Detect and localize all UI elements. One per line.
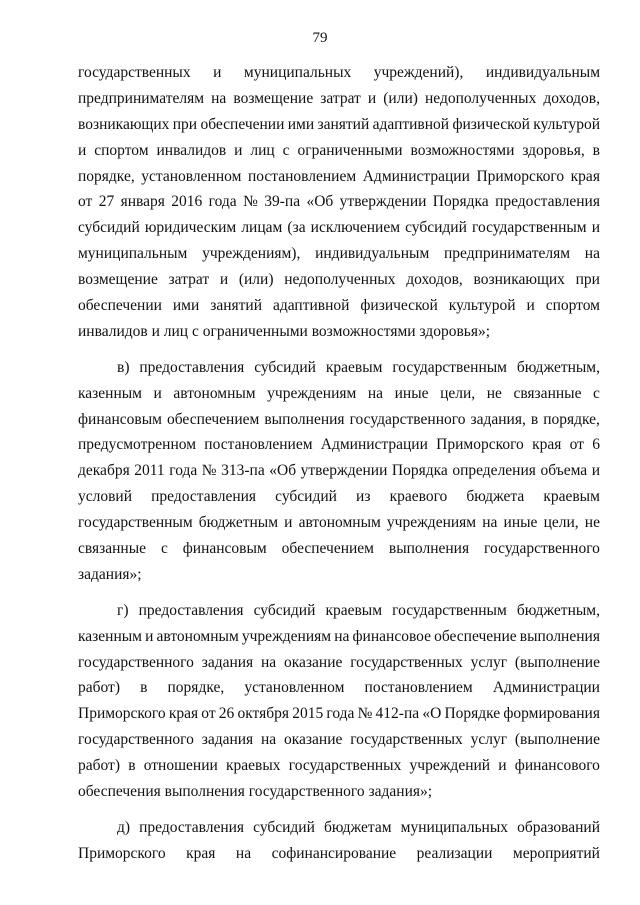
text-line: [78, 381, 600, 407]
word: предусмотренном: [78, 436, 197, 454]
paragraph: [78, 815, 600, 867]
word: с: [282, 141, 290, 159]
word: автономным: [173, 384, 256, 402]
word: края: [186, 844, 216, 862]
word: постановлением: [204, 436, 313, 454]
word: автономным: [298, 514, 381, 532]
word: 27: [98, 193, 115, 211]
word: государственных: [288, 757, 402, 775]
word: порядке,: [167, 679, 225, 697]
word: государственного: [349, 410, 466, 428]
word: с: [191, 322, 203, 340]
word: учреждениям: [267, 384, 357, 402]
word: бюджетным,: [516, 358, 600, 376]
text-line: [78, 815, 600, 841]
word: затрат: [320, 89, 361, 107]
word: в: [128, 757, 136, 775]
text-line: [78, 841, 600, 867]
word: с: [160, 540, 168, 558]
word: в: [530, 410, 539, 428]
word: д): [117, 818, 131, 836]
word: оказание: [283, 653, 343, 671]
word: ими: [172, 297, 200, 315]
word: задания,: [470, 410, 526, 428]
word: на: [235, 844, 252, 862]
word: лиц: [163, 322, 192, 340]
word: «Об: [306, 193, 334, 211]
word: предоставления: [138, 601, 244, 619]
word: бюджетным: [198, 514, 279, 532]
word: иные: [394, 384, 429, 402]
word: образований: [517, 818, 600, 836]
word: Порядка: [432, 193, 489, 211]
word: №: [357, 705, 373, 723]
word: услуг: [470, 731, 508, 749]
word: Приморского: [436, 436, 524, 454]
word: края: [168, 705, 199, 723]
word: определения: [452, 462, 536, 480]
word: порядке,: [543, 410, 600, 428]
word: физической: [452, 115, 530, 133]
word: предоставления: [139, 818, 245, 836]
text-line: [78, 701, 600, 727]
word: установленном: [141, 167, 242, 185]
word: на: [334, 627, 350, 645]
text-line: [78, 407, 600, 433]
word: выполнения: [164, 783, 249, 801]
word: обеспечении: [200, 115, 285, 133]
word: от: [78, 193, 93, 211]
word: возмещение: [233, 89, 314, 107]
word: января: [120, 193, 165, 211]
word: занятий: [317, 115, 370, 133]
word: связанные: [78, 540, 147, 558]
word: занятий: [210, 297, 263, 315]
word: финансовым: [78, 410, 162, 428]
word: Администрации: [362, 167, 470, 185]
word: предпринимателям: [78, 89, 205, 107]
word: возможностями: [311, 322, 420, 340]
word: спортом: [94, 141, 149, 159]
word: установленном: [244, 679, 345, 697]
word: здоровья,: [522, 141, 585, 159]
word: государственных: [78, 64, 191, 81]
word: связанные: [513, 384, 582, 402]
word: (или): [238, 271, 274, 289]
word: субсидий: [253, 818, 315, 836]
word: и: [367, 89, 377, 107]
word: края: [532, 436, 562, 454]
word: октября: [237, 705, 290, 723]
word: от: [569, 436, 584, 454]
word: декабря: [78, 462, 130, 480]
word: бюджета: [466, 488, 525, 506]
text-line: [78, 215, 600, 241]
word: на: [367, 384, 384, 402]
word: бюджетам: [323, 818, 392, 836]
word: (выполнение: [514, 653, 600, 671]
paragraph-gap: [78, 345, 600, 355]
word: обеспечение: [434, 627, 517, 645]
word: обеспечением: [167, 410, 260, 428]
word: на: [211, 89, 227, 107]
word: возникающих: [473, 271, 565, 289]
word: казенным: [78, 384, 142, 402]
word: недополученных: [284, 271, 396, 289]
text-line: [78, 138, 600, 164]
word: субсидий: [78, 219, 140, 237]
word: задания: [201, 731, 254, 749]
word: учреждениям),: [202, 245, 301, 263]
word: Порядке: [444, 705, 501, 723]
word: №: [201, 462, 217, 480]
word: 26: [218, 705, 235, 723]
word: обеспечении: [78, 297, 162, 315]
word: и: [213, 64, 222, 81]
word: государственных: [350, 653, 463, 671]
word: государственного: [248, 783, 369, 801]
word: Приморского: [78, 844, 166, 862]
word: 412-па: [375, 705, 420, 723]
word: предоставления: [139, 358, 245, 376]
word: выполнения: [264, 410, 345, 428]
word: обеспечения: [78, 783, 165, 801]
word: физической: [360, 297, 438, 315]
word: инвалидов: [78, 322, 152, 340]
word: «Об: [269, 462, 297, 480]
word: Приморского: [476, 167, 565, 185]
word: исключением: [310, 219, 401, 237]
word: мероприятий: [512, 844, 600, 862]
text-line: [78, 675, 600, 701]
word: софинансирование: [271, 844, 397, 862]
word: задания: [201, 653, 254, 671]
word: здоровья»;: [419, 322, 491, 340]
word: и: [591, 219, 600, 237]
word: №: [243, 193, 258, 211]
word: 2015: [292, 705, 324, 723]
word: года: [326, 705, 355, 723]
word: года: [169, 462, 198, 480]
word: отношении: [143, 757, 218, 775]
word: на: [261, 653, 277, 671]
text-line: [78, 241, 600, 267]
word: предоставления: [495, 193, 600, 211]
paragraph: [78, 598, 600, 805]
word: возникающих: [78, 115, 170, 133]
word: автономным: [156, 627, 239, 645]
word: бюджетным,: [516, 601, 600, 619]
word: (выполнение: [514, 731, 600, 749]
word: краевым: [325, 358, 383, 376]
word: формирования: [503, 705, 600, 723]
word: цели,: [440, 384, 476, 402]
word: краевым: [325, 601, 383, 619]
word: на: [584, 245, 600, 263]
word: предоставления: [151, 488, 257, 506]
text-line: [78, 624, 600, 650]
paragraph-gap: [78, 805, 600, 815]
text-line: [78, 727, 600, 753]
word: объема: [540, 462, 588, 480]
word: постановлением: [247, 167, 357, 185]
word: субсидий: [253, 601, 316, 619]
text-line: [78, 650, 600, 676]
word: учреждениям: [241, 627, 332, 645]
word: и: [234, 141, 243, 159]
word: условий: [78, 488, 133, 506]
word: в: [592, 141, 600, 159]
word: лицам: [241, 219, 283, 237]
text-line: [78, 458, 600, 484]
word: краевых: [226, 757, 281, 775]
text-line: [78, 779, 600, 805]
paragraph-gap: [78, 588, 600, 598]
word: затрат: [168, 271, 210, 289]
word: при: [575, 271, 600, 289]
text-line: [78, 60, 600, 86]
word: (или): [383, 89, 418, 107]
word: в): [117, 358, 130, 376]
word: оказание: [283, 731, 343, 749]
word: в: [140, 679, 148, 697]
word: 2016: [171, 193, 203, 211]
word: субсидий: [254, 358, 316, 376]
word: не: [584, 514, 600, 532]
word: государственного: [484, 540, 600, 558]
word: казенным: [78, 627, 142, 645]
word: из: [356, 488, 371, 506]
word: постановлением: [364, 679, 473, 697]
word: субсидий: [275, 488, 337, 506]
word: утверждении: [300, 462, 388, 480]
word: и: [153, 384, 162, 402]
word: государственным: [392, 601, 507, 619]
word: государственным: [78, 514, 193, 532]
word: возможностями: [410, 141, 515, 159]
paragraph: [78, 60, 600, 345]
text-line: [78, 536, 600, 562]
paragraph: [78, 355, 600, 588]
text-line: [78, 355, 600, 381]
word: финансового: [514, 757, 600, 775]
word: и: [151, 322, 164, 340]
word: государственным: [471, 219, 587, 237]
word: муниципальным: [78, 245, 188, 263]
word: 6: [592, 436, 600, 454]
word: учреждений),: [373, 64, 464, 81]
word: государственным: [392, 358, 507, 376]
word: адаптивной: [272, 297, 350, 315]
word: выполнения: [519, 627, 600, 645]
word: субсидий: [405, 219, 467, 237]
word: адаптивной: [372, 115, 450, 133]
word: и: [591, 462, 600, 480]
text-line: [78, 112, 600, 138]
word: «О: [422, 705, 442, 723]
word: обеспечением: [281, 540, 374, 558]
word: работ): [78, 679, 120, 697]
word: и: [78, 141, 87, 159]
word: предпринимателям: [444, 245, 571, 263]
text-line: [78, 510, 600, 536]
text-line: [78, 484, 600, 510]
word: государственного: [78, 653, 194, 671]
word: Порядка: [391, 462, 448, 480]
word: иные: [503, 514, 538, 532]
word: ими: [287, 115, 315, 133]
word: задания»;: [78, 565, 142, 583]
word: цели,: [543, 514, 579, 532]
text-line: [78, 319, 600, 345]
word: государственного: [78, 731, 194, 749]
text-line: [78, 598, 600, 624]
word: (за: [287, 219, 306, 237]
word: на: [261, 731, 277, 749]
word: ограниченными: [297, 141, 403, 159]
word: учреждений: [409, 757, 491, 775]
word: задания»;: [368, 783, 433, 801]
word: края: [570, 167, 600, 185]
page-number: 79: [312, 30, 328, 46]
word: возмещение: [78, 271, 158, 289]
word: ограниченными: [202, 322, 312, 340]
word: и: [145, 627, 154, 645]
word: услуг: [470, 653, 508, 671]
text-line: [78, 562, 600, 588]
text-line: [78, 293, 600, 319]
word: работ): [78, 757, 120, 775]
word: и: [498, 757, 507, 775]
word: 2011: [134, 462, 165, 480]
word: выполнения: [388, 540, 470, 558]
word: недополученных: [424, 89, 537, 107]
word: и: [526, 297, 535, 315]
word: юридическим: [144, 219, 237, 237]
word: и: [284, 514, 293, 532]
text-line: [78, 753, 600, 779]
word: с: [593, 384, 600, 402]
text-line: [78, 86, 600, 112]
word: года: [208, 193, 237, 211]
word: на: [482, 514, 498, 532]
text-line: [78, 164, 600, 190]
word: г): [117, 601, 129, 619]
word: финансовым: [182, 540, 267, 558]
word: лиц: [250, 141, 275, 159]
word: муниципальных: [243, 64, 352, 81]
word: индивидуальным: [315, 245, 430, 263]
word: утверждении: [339, 193, 427, 211]
word: порядке,: [78, 167, 135, 185]
word: культурой: [533, 115, 600, 133]
word: Администрации: [320, 436, 428, 454]
word: и: [219, 271, 229, 289]
text-line: [78, 432, 600, 458]
word: культурой: [448, 297, 516, 315]
word: доходов,: [406, 271, 463, 289]
word: 313-па: [221, 462, 265, 480]
word: государственных: [350, 731, 463, 749]
text-line: [78, 267, 600, 293]
document-body: [78, 60, 600, 867]
word: финансовое: [352, 627, 431, 645]
word: при: [172, 115, 198, 133]
word: от: [201, 705, 216, 723]
word: 39-па: [264, 193, 301, 211]
word: краевого: [389, 488, 448, 506]
word: муниципальных: [400, 818, 508, 836]
text-line: [78, 189, 600, 215]
word: Приморского: [78, 705, 166, 723]
word: не: [486, 384, 502, 402]
word: Администрации: [492, 679, 600, 697]
word: реализации: [416, 844, 493, 862]
word: доходов,: [543, 89, 600, 107]
word: индивидуальным: [485, 64, 600, 81]
word: учреждениям: [386, 514, 477, 532]
word: краевым: [543, 488, 600, 506]
word: спортом: [545, 297, 600, 315]
word: инвалидов: [156, 141, 227, 159]
